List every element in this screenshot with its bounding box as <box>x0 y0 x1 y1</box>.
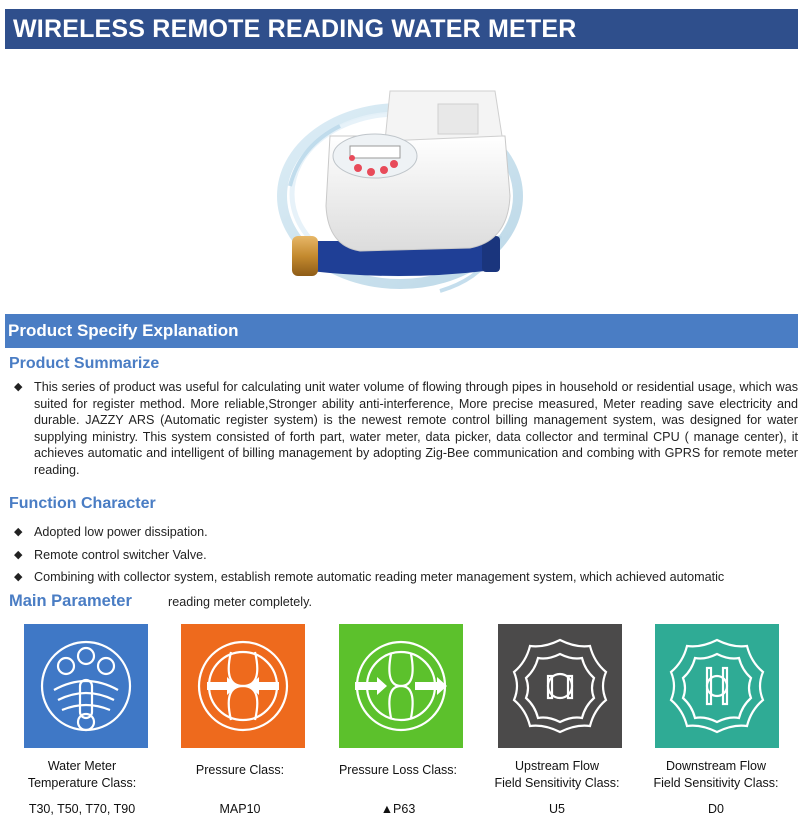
bullet-icon: ◆ <box>14 571 23 583</box>
parameter-label: Pressure Loss Class: <box>338 763 458 777</box>
function-item-text: Adopted low power dissipation. <box>34 525 208 539</box>
bullet-icon: ◆ <box>14 381 23 393</box>
summarize-paragraph <box>14 379 798 479</box>
main-parameter-heading: Main Parameter <box>9 592 132 610</box>
pressure-icon <box>181 624 305 748</box>
page-title: WIRELESS REMOTE READING WATER METER <box>5 9 798 49</box>
parameter-label: Field Sensitivity Class: <box>494 776 620 790</box>
summarize-text: This series of product was useful for calculating unit water volume of flowing through pipes in household or residential usage, which was suited for register method. More reliable,Stronger ability anti-interference, More precise measured, Meter reading save electricity and durable. JAZZY ARS (Automatic register system) is the newest remote control billing management system, was designed for water supplying ministry. This system consisted of forth part, water meter, data picker, data collector and terminal CPU ( manage center), it achieves automatic and intelligent of billing management by adopting Zig-Bee communication and combing with GPRS for remote meter reading. <box>34 380 798 477</box>
section-title: Product Specify Explanation <box>5 314 798 348</box>
parameter-value: ▲P63 <box>380 802 416 816</box>
function-heading: Function Character <box>9 495 156 512</box>
parameter-label: Downstream Flow <box>665 759 767 773</box>
downstream-flow-icon <box>655 624 779 748</box>
pressure-loss-icon <box>339 624 463 748</box>
summarize-heading: Product Summarize <box>9 355 160 372</box>
bullet-icon: ◆ <box>14 549 23 561</box>
parameter-label: Upstream Flow <box>514 759 600 773</box>
parameter-label: Pressure Class: <box>195 763 285 777</box>
function-item <box>14 547 798 564</box>
parameter-label: Water Meter <box>47 759 117 773</box>
parameter-value: D0 <box>708 802 724 816</box>
parameter-value: U5 <box>549 802 565 816</box>
parameter-label: Field Sensitivity Class: <box>653 776 779 790</box>
function-item-text: Combining with collector system, establish remote automatic reading meter management system, which achieved automatic <box>34 570 725 584</box>
bullet-icon: ◆ <box>14 526 23 538</box>
function-item <box>14 524 798 541</box>
parameter-value: MAP10 <box>219 802 261 816</box>
parameter-label: Temperature Class: <box>27 776 137 790</box>
parameter-cards <box>0 624 805 821</box>
function-item-continuation: reading meter completely. <box>168 595 312 609</box>
parameter-value: T30, T50, T70, T90 <box>28 802 136 816</box>
function-item <box>14 569 798 586</box>
upstream-flow-icon <box>498 624 622 748</box>
thermometer-icon <box>24 624 148 748</box>
function-item-text: Remote control switcher Valve. <box>34 548 207 562</box>
water-meter-image <box>270 76 540 306</box>
